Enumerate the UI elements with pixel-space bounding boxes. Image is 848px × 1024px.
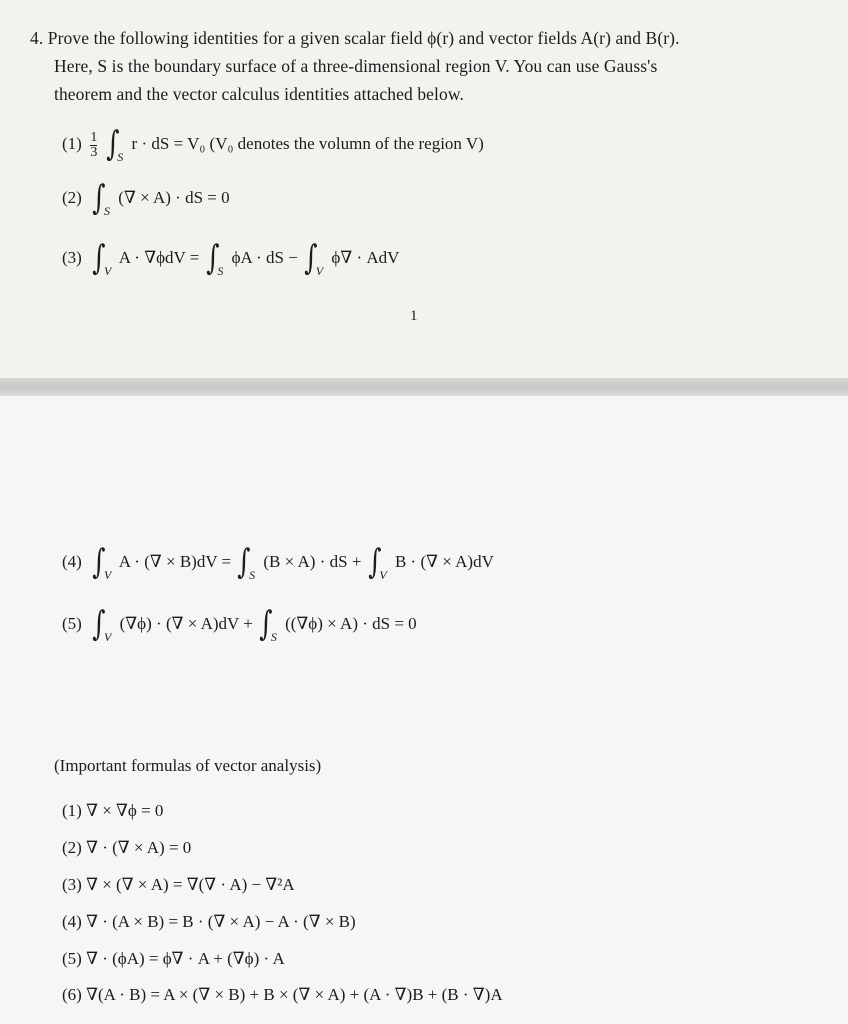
- identity-5-term-b: ((∇ϕ) × A) · dS = 0: [285, 614, 417, 633]
- page-two: [0, 396, 848, 1024]
- identity-4-term-c: B · (∇ × A)dV: [394, 552, 494, 571]
- identity-2-body: (∇ × A) · dS = 0: [118, 188, 230, 207]
- integral-subscript: S: [270, 630, 277, 644]
- page-number: 1: [410, 308, 418, 324]
- integral-sign: ∫: [92, 604, 106, 644]
- identity-4-term-a: A · (∇ × B)dV =: [118, 552, 232, 571]
- integral-sign: ∫: [105, 124, 120, 164]
- integral-subscript: S: [117, 150, 124, 164]
- integral-subscript: V: [104, 264, 112, 278]
- integral-sign: ∫: [92, 542, 106, 582]
- integral-subscript: V: [104, 568, 112, 582]
- identity-3-term-a: A · ∇ϕdV =: [118, 248, 200, 267]
- identity-5-term-a: (∇ϕ) · (∇ × A)dV +: [119, 614, 253, 633]
- integral-sign: ∫: [205, 238, 220, 278]
- integral-subscript: V: [315, 264, 324, 278]
- integral-sign: ∫: [92, 178, 106, 218]
- integral-subscript: S: [217, 264, 224, 278]
- integral-subscript: V: [104, 630, 112, 644]
- identity-5: [62, 598, 417, 644]
- integral-sign: ∫: [259, 604, 273, 644]
- identity-3-term-b: ϕA · dS −: [231, 248, 298, 267]
- formula-3: (3) ∇ × (∇ × A) = ∇(∇ · A) − ∇²A: [62, 875, 295, 894]
- integral-sign: ∫: [304, 238, 318, 278]
- identity-4-term-b: (B × A) · dS +: [263, 552, 362, 571]
- identity-3-term-c: ϕ∇ · AdV: [331, 248, 400, 267]
- formula-1: (1) ∇ × ∇ϕ = 0: [62, 801, 164, 820]
- problem-line-2: Here, S is the boundary surface of a three-dimensional region V. You can use Gauss's: [54, 56, 658, 76]
- identity-5-number: (5): [62, 614, 82, 633]
- formula-4: (4) ∇ · (A × B) = B · (∇ × A) − A · (∇ × B): [62, 912, 356, 931]
- integral-subscript: V: [379, 568, 387, 582]
- identity-3: [62, 232, 400, 278]
- integral-sign: ∫: [237, 542, 251, 582]
- page-one: [0, 0, 848, 378]
- formula-2: (2) ∇ · (∇ × A) = 0: [62, 838, 192, 857]
- integral-sign: ∫: [367, 542, 382, 582]
- formula-5: (5) ∇ · (ϕA) = ϕ∇ · A + (∇ϕ) · A: [62, 949, 285, 968]
- integral-subscript: S: [249, 568, 256, 582]
- integral-subscript: S: [104, 204, 111, 218]
- identity-1-body: r · dS = V₀ (V₀ denotes the volumn of the region V): [131, 134, 484, 153]
- page-separator: [0, 378, 848, 396]
- problem-line-3: theorem and the vector calculus identities attached below.: [54, 84, 464, 104]
- problem-line-1: 4. Prove the following identities for a given scalar field ϕ(r) and vector fields A(r) and B(r).: [30, 28, 680, 48]
- identity-4: [62, 536, 494, 582]
- formulas-heading: (Important formulas of vector analysis): [54, 756, 322, 775]
- formula-6: (6) ∇(A · B) = A × (∇ × B) + B × (∇ × A) + (A · ∇)B + (B · ∇)A: [62, 985, 503, 1004]
- identity-2-number: (2): [62, 188, 82, 207]
- identity-4-number: (4): [62, 552, 82, 571]
- identity-1: [62, 118, 484, 164]
- identity-3-number: (3): [62, 248, 82, 267]
- identity-1-number: (1): [62, 134, 82, 153]
- integral-sign: ∫: [92, 238, 106, 278]
- one-third-fraction: $\frac{1}{3}$: [90, 129, 98, 160]
- identity-2: [62, 172, 230, 218]
